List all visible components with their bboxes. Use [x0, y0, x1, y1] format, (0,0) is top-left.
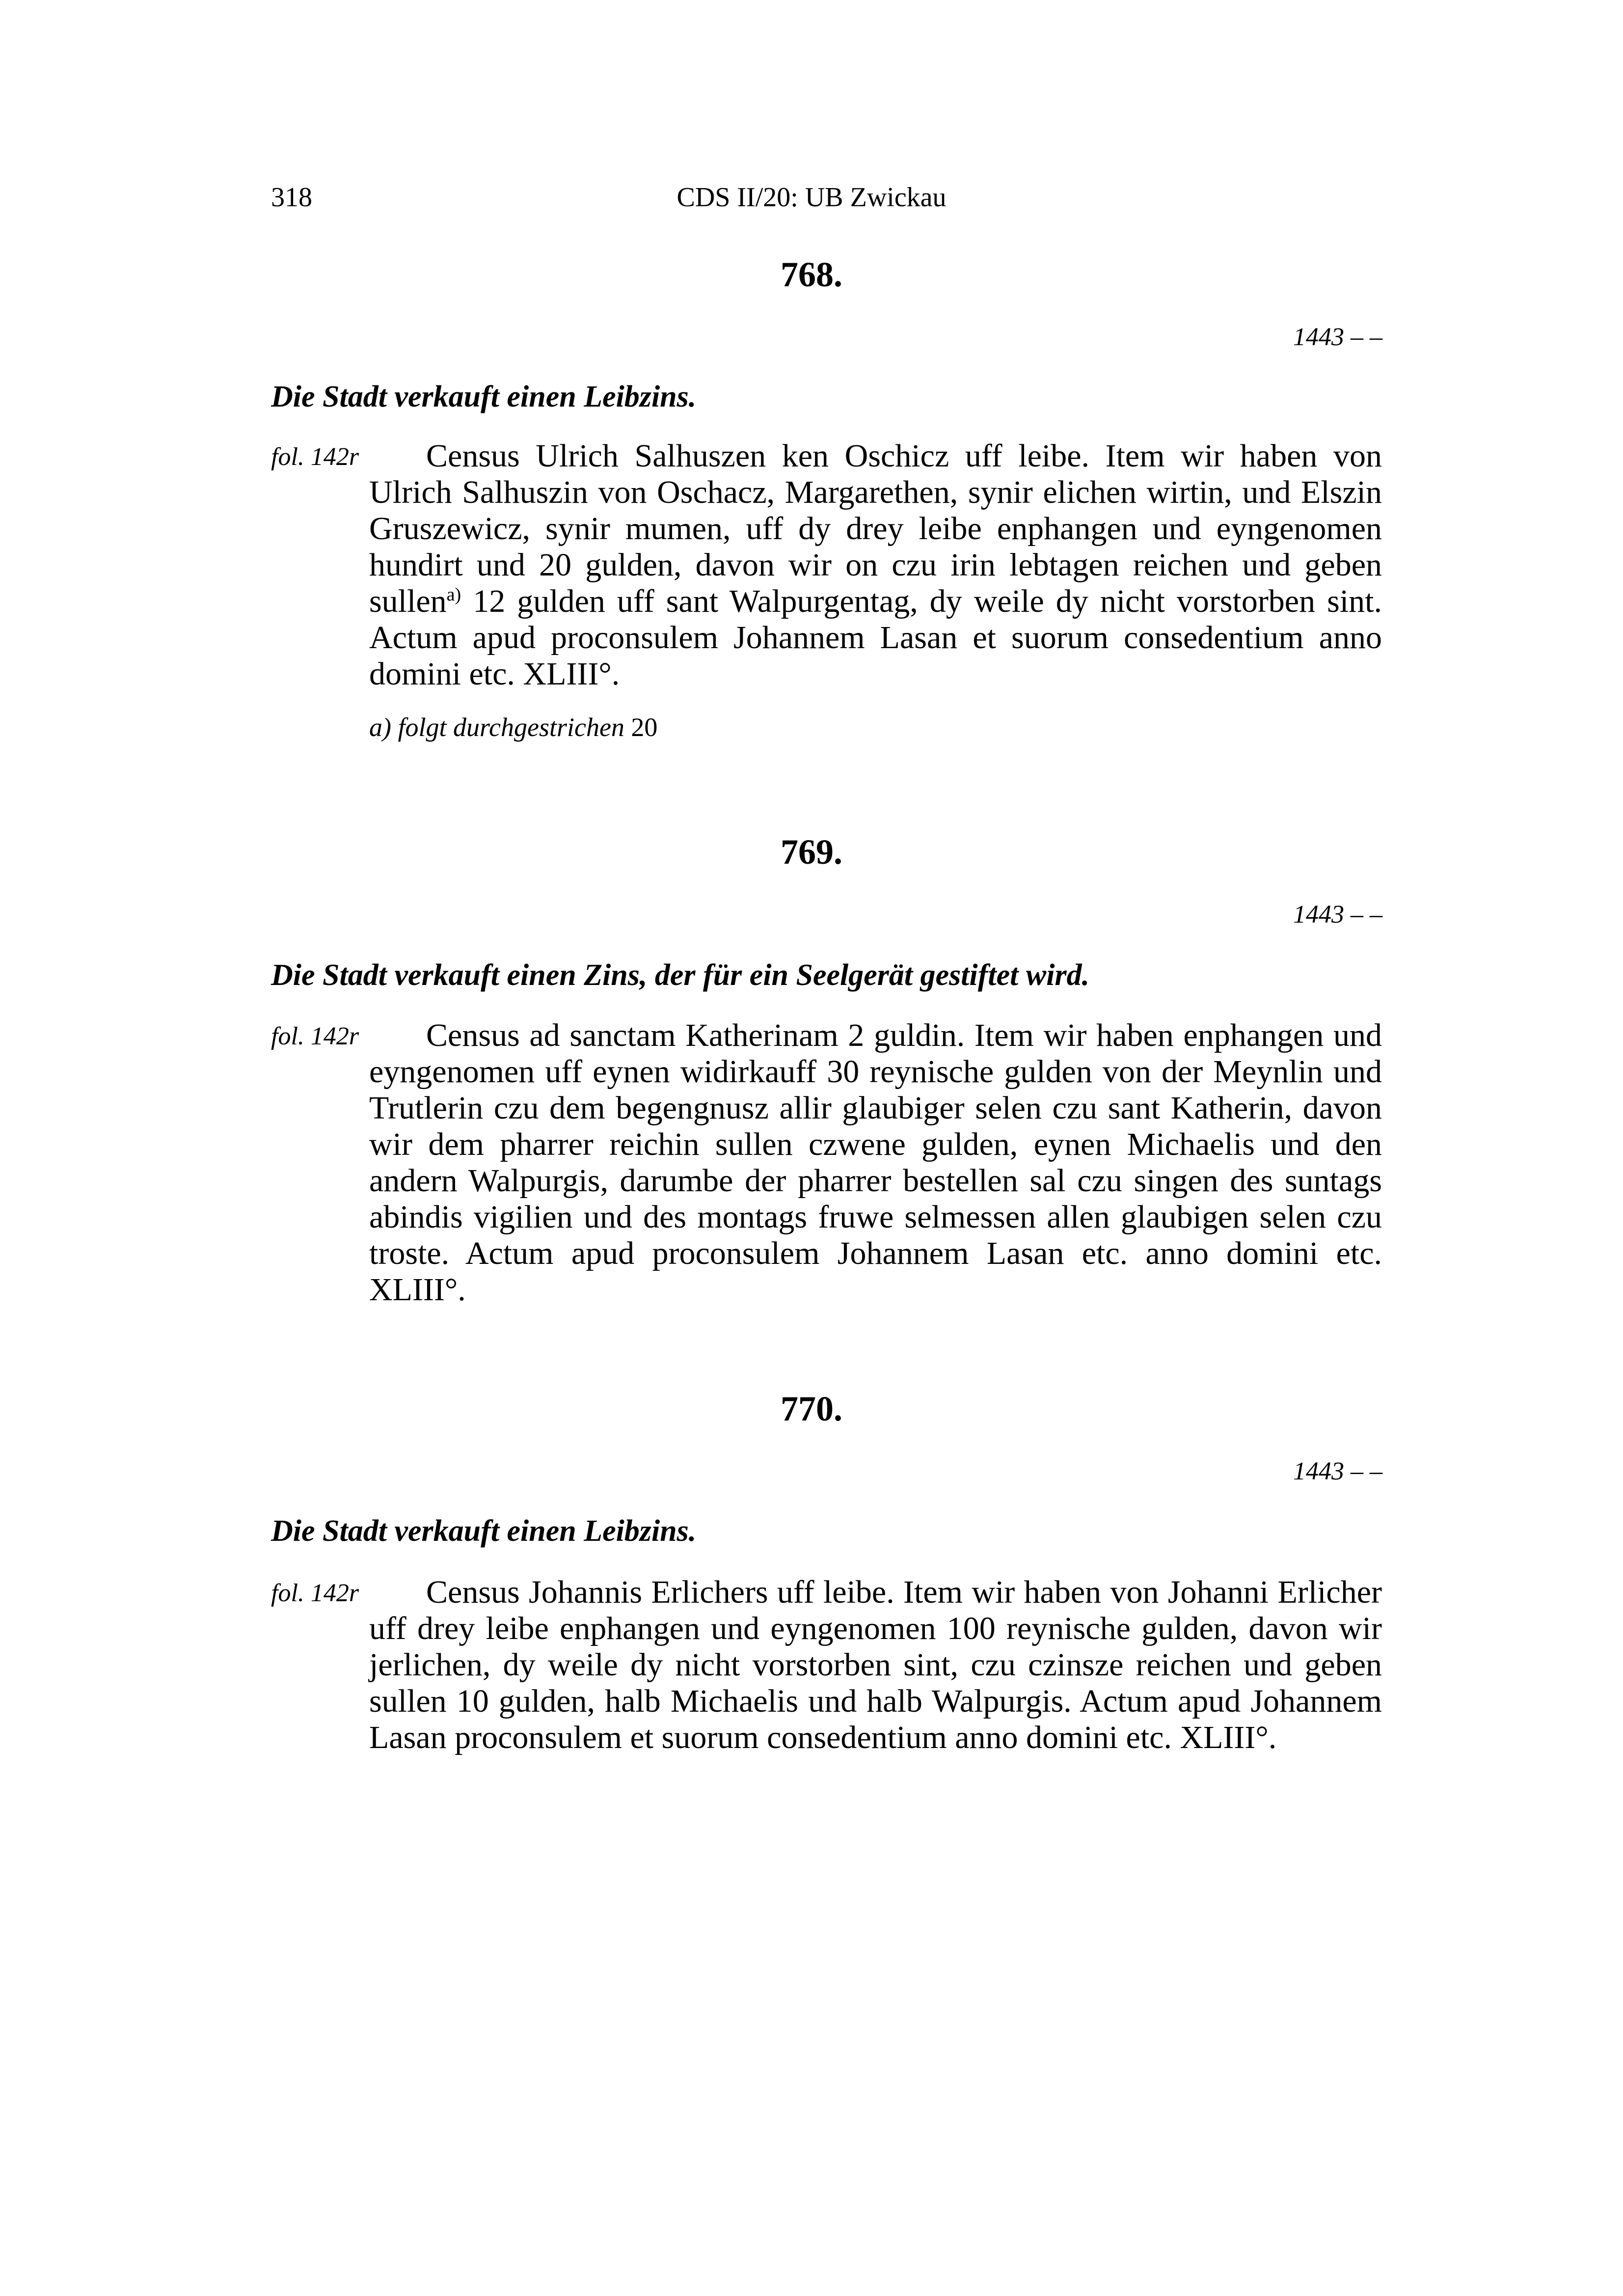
document-number: 769. — [781, 832, 842, 872]
running-head — [0, 178, 1623, 217]
running-title: CDS II/20: UB Zwickau — [676, 182, 947, 213]
document-date: 1443 – – — [1293, 1457, 1382, 1485]
document-number: 770. — [781, 1389, 842, 1428]
folio-reference: fol. 142r — [271, 1579, 359, 1607]
footnote-label: a) folgt durchgestrichen — [369, 712, 624, 742]
document-text — [369, 438, 1382, 692]
footnote-value: 20 — [624, 712, 658, 742]
document-text: Census Johannis Erlichers uff leibe. Item wir haben von Johanni Erlicher uff drey leibe enphangen und eyngenomen 100 reynische gulden, davon wir jerlichen, dy weile dy nicht vorstorben sint, czu czinsze reichen und geben sullen 10 gulden, halb Michaelis und halb Walpurgis. Actum apud Johannem Lasan proconsulem et suorum consedentium anno domini etc. XLIII°. — [369, 1574, 1382, 1755]
document-heading: Die Stadt verkauft einen Zins, der für ein Seelgerät gestiftet wird. — [271, 958, 1090, 992]
document-text-part: 12 gulden uff sant Walpurgentag, dy weile dy nicht vorstorben sint. Actum apud proconsulem Johannem Lasan et suorum consedentium anno domini etc. XLIII°. — [369, 583, 1382, 692]
folio-reference: fol. 142r — [271, 443, 359, 471]
page-number: 318 — [271, 182, 312, 213]
document-heading: Die Stadt verkauft einen Leibzins. — [271, 1514, 697, 1548]
document-number: 768. — [781, 255, 842, 294]
footnote-marker: a) — [446, 584, 461, 605]
document-date: 1443 – – — [1293, 323, 1382, 351]
document-heading: Die Stadt verkauft einen Leibzins. — [271, 380, 697, 413]
document-text: Census ad sanctam Katherinam 2 guldin. Item wir haben enphangen und eyngenomen uff eynen widirkauff 30 reynische gulden von der Meynlin und Trutlerin czu dem begengnusz allir glaubiger selen czu sant Katherin, davon wir dem pharrer reichin sullen czwene gulden, eynen Michaelis und den andern Walpurgis, darumbe der pharrer bestellen sal czu singen des suntags abindis vigilien und des montags fruwe selmessen allen glaubigen selen czu troste. Actum apud proconsulem Johannem Lasan etc. anno domini etc. XLIII°. — [369, 1017, 1382, 1308]
footnote — [369, 710, 657, 744]
document-text-part: Census Ulrich Salhuszen ken Oschicz uff leibe. Item wir haben von Ulrich Salhuszin von Oschacz, Margarethen, synir elichen wirtin, und Elszin Gruszewicz, synir mumen, uff dy drey leibe enphangen und eyngenomen hundirt und 20 gulden, davon wir on czu irin lebtagen reichen und geben sullen — [369, 438, 1382, 619]
folio-reference: fol. 142r — [271, 1022, 359, 1050]
document-date: 1443 – – — [1293, 901, 1382, 929]
